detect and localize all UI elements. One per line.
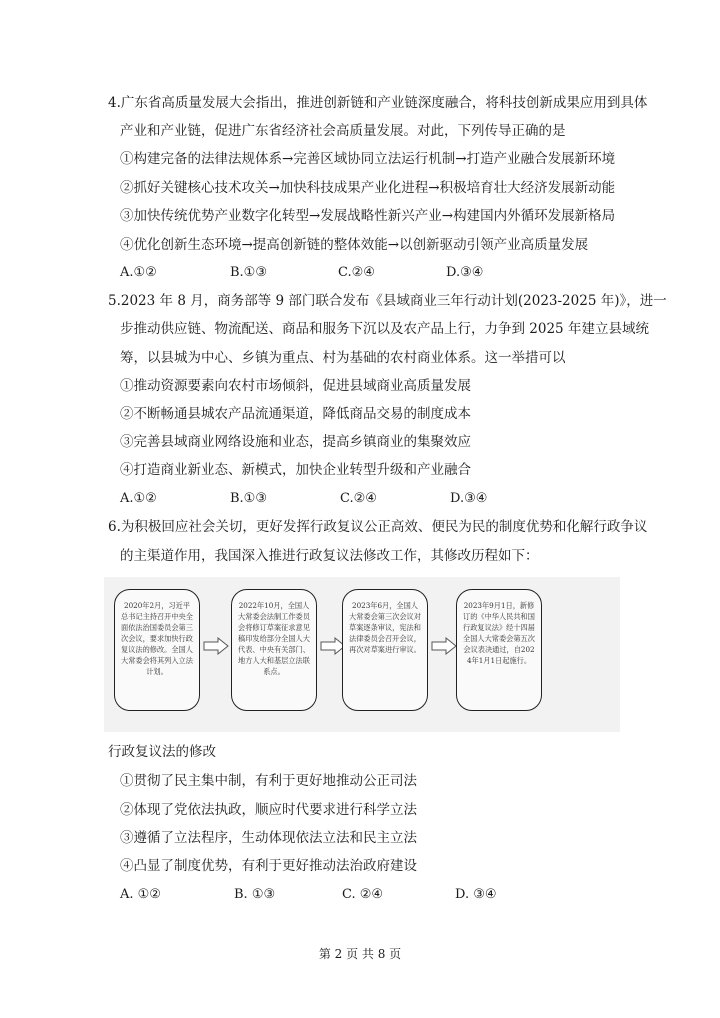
flow-step-3: 2023年6月，全国人大常委会第三次会议对草案逐条审议，宪法和法律委员会召开会议，再次对草案进行审议。 [342, 589, 428, 711]
q5-line-2: 步推动供应链、物流配送、商品和服务下沉以及农产品上行，力争到 2025 年建立县域统 [120, 321, 649, 337]
q4-option-d: D.③④ [446, 265, 484, 280]
q5-statement-4: ④打造商业新业态、新模式，加快企业转型升级和产业融合 [120, 462, 471, 478]
q5-option-c: C.②④ [340, 491, 377, 506]
q4-statement-1: ①构建完备的法律法规体系→完善区域协同立法运行机制→打造产业融合发展新环境 [120, 151, 616, 167]
flow-step-4: 2023年9月1日，新修订的《中华人民共和国行政复议法》经十四届全国人大常委会第五次会议表决通过，自2024年1月1日起施行。 [456, 589, 542, 711]
q6-option-c: C. ②④ [342, 887, 384, 902]
flow-step-1: 2020年2月，习近平总书记主持召开中央全面依法治国委员会第三次会议，要求加快行政复议法的修改。全国人大常委会将其列入立法计划。 [114, 589, 200, 711]
q6-option-a: A. ①② [120, 887, 161, 902]
q6-stem: 行政复议法的修改 [108, 744, 216, 760]
q6-line-2: 的主渠道作用，我国深入推进行政复议法修改工作，其修改历程如下： [120, 548, 539, 564]
q5-option-a: A.①② [120, 491, 157, 506]
q6-option-b: B. ①③ [234, 887, 276, 902]
flow-arrow-icon [431, 637, 457, 655]
page-number: 第 2 页 共 8 页 [318, 947, 402, 961]
q5-statement-2: ②不断畅通县城农产品流通渠道，降低商品交易的制度成本 [120, 406, 471, 422]
q4-option-a: A.①② [120, 265, 157, 280]
q4-option-b: B.①③ [230, 265, 267, 280]
q4-statement-3: ③加快传统优势产业数字化转型→发展战略性新兴产业→构建国内外循环发展新格局 [120, 208, 616, 224]
q5-option-b: B.①③ [230, 491, 267, 506]
q4-line-2: 产业和产业链，促进广东省经济社会高质量发展。对此，下列传导正确的是 [120, 123, 566, 139]
q5-statement-3: ③完善县域商业网络设施和业态，提高乡镇商业的集聚效应 [120, 434, 471, 450]
q6-statement-3: ③遵循了立法程序，生动体现依法立法和民主立法 [120, 830, 417, 846]
flow-arrow-icon [203, 637, 229, 655]
revision-flowchart [104, 577, 620, 732]
q4-statement-2: ②抓好关键核心技术攻关→加快科技成果产业化进程→积极培育壮大经济发展新动能 [120, 180, 616, 196]
q4-option-c: C.②④ [338, 265, 375, 280]
q6-line-1: 6.为积极回应社会关切，更好发挥行政复议公正高效、便民为民的制度优势和化解行政争议 [108, 519, 648, 535]
q6-statement-4: ④凸显了制度优势，有利于更好推动法治政府建设 [120, 858, 417, 874]
q4-line-1: 4.广东省高质量发展大会指出，推进创新链和产业链深度融合，将科技创新成果应用到具体 [108, 95, 648, 111]
q5-statement-1: ①推动资源要素向农村市场倾斜，促进县域商业高质量发展 [120, 378, 471, 394]
q5-line-3: 筹，以县城为中心、乡镇为重点、村为基础的农村商业体系。这一举措可以 [120, 350, 566, 366]
q6-statement-1: ①贯彻了民主集中制，有利于更好地推动公正司法 [120, 773, 417, 789]
q6-statement-2: ②体现了党依法执政，顺应时代要求进行科学立法 [120, 802, 417, 818]
q4-statement-4: ④优化创新生态环境→提高创新链的整体效能→以创新驱动引领产业高质量发展 [120, 237, 589, 253]
flow-step-2: 2022年10月，全国人大常委会法制工作委员会将修订草案征求意见稿印发给部分全国人大代表、中央有关部门、地方人大和基层立法联系点。 [231, 589, 317, 711]
q5-option-d: D.③④ [450, 491, 488, 506]
q5-line-1: 5.2023 年 8 月，商务部等 9 部门联合发布《县域商业三年行动计划(2023-2025 年)》，进一 [108, 293, 667, 309]
q6-option-d: D. ③④ [455, 887, 497, 902]
